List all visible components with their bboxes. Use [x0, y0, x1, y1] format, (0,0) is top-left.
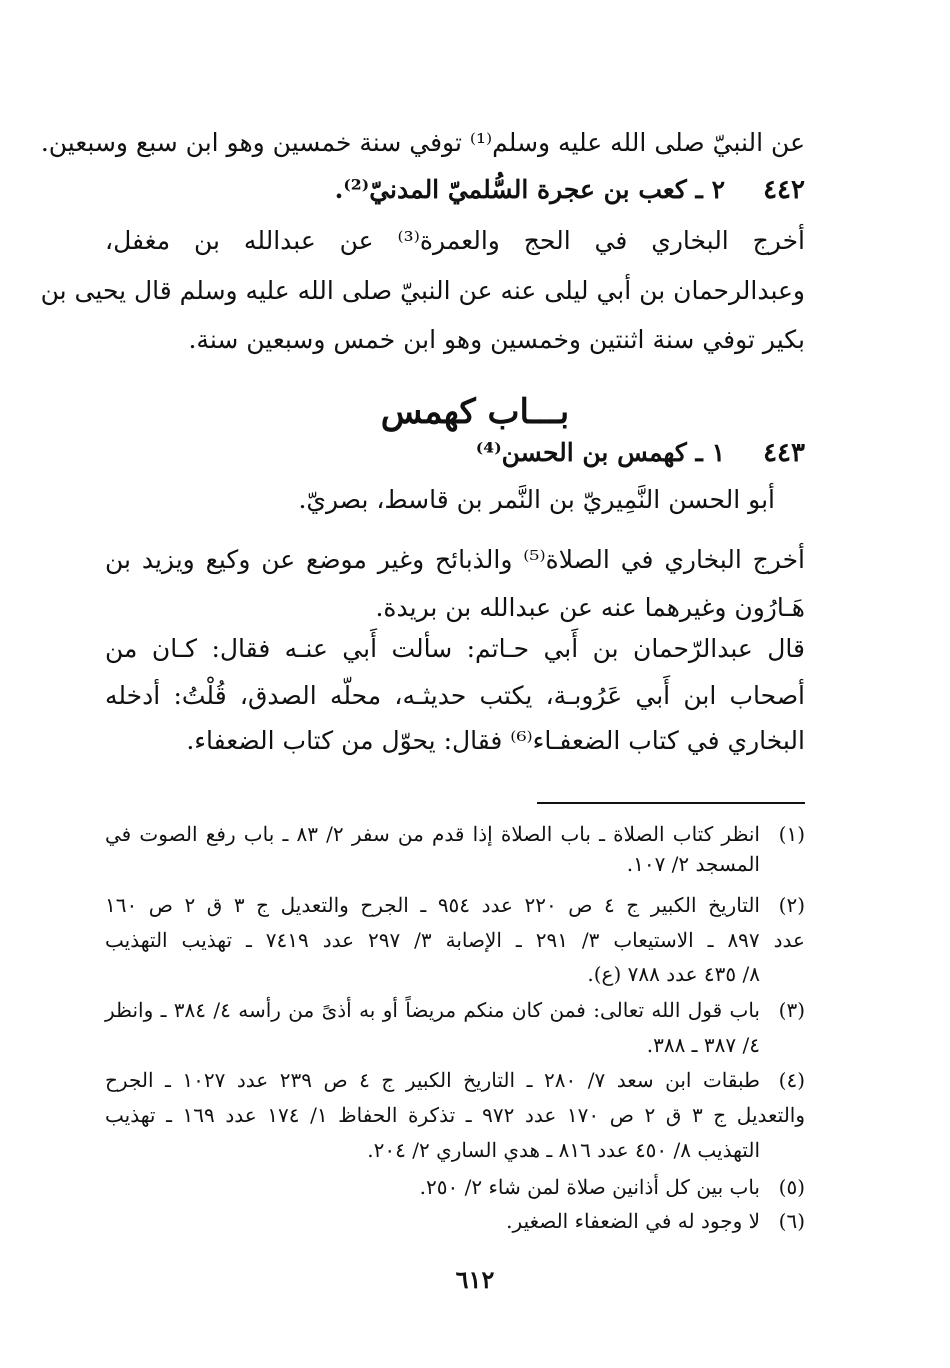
page-number: ٦١٢ — [455, 1265, 495, 1294]
footnote-number: (٦) — [778, 1209, 805, 1233]
entry-number: ٤٤٢ — [763, 175, 805, 205]
footnote-text: ٤/ ٣٨٧ ـ ٣٨٨. — [646, 1033, 760, 1057]
footnote-text: باب بين كل أذانين صلاة لمن شاء ٢/ ٢٥٠. — [419, 1175, 760, 1199]
footnote-number: (٢) — [778, 893, 805, 917]
text-line: عن النبيّ صلى الله عليه وسلم⁽¹⁾ توفي سنة خمسين وهو ابن سبع وسبعين. — [40, 128, 805, 157]
text-line: وعبدالرحمان بن أبي ليلى عنه عن النبيّ صلى الله عليه وسلم قال يحيى بن — [40, 276, 805, 305]
footnote-number: (١) — [778, 822, 805, 846]
footnote-text: التهذيب ٨/ ٤٥٠ عدد ٨١٦ ـ هدي الساري ٢/ ٢٠٤. — [367, 1138, 760, 1162]
footnote-number: (٣) — [778, 998, 805, 1022]
text-line: أصحاب ابن أَبي عَرُوبـة، يكتب حديثـه، محلّه الصدق، قُلْتُ: أدخله — [105, 681, 805, 710]
text-line: أخرج البخاري في الصلاة⁽⁵⁾ والذبائح وغير موضع عن وكيع ويزيد بن — [105, 545, 805, 574]
text-line: البخاري في كتاب الضعفـاء⁽⁶⁾ فقال: يحوّل من كتاب الضعفاء. — [186, 726, 805, 755]
footnote-text: ٨/ ٤٣٥ عدد ٧٨٨ (ع). — [587, 962, 760, 986]
footnote-number: (٥) — [778, 1175, 805, 1199]
footnote-text: التاريخ الكبير ج ٤ ص ٢٢٠ عدد ٩٥٤ ـ الجرح والتعديل ج ٣ ق ٢ ص ١٦٠ — [105, 893, 760, 917]
entry-number: ٤٤٣ — [763, 438, 805, 468]
text-line: قال عبدالرّحمان بن أَبي حـاتم: سألت أَبي عنـه فقال: كـان من — [105, 634, 805, 663]
footnote-text: المسجد ٢/ ١٠٧. — [626, 852, 760, 876]
footnote-separator — [537, 802, 805, 804]
text-line: بكير توفي سنة اثنتين وخمسين وهو ابن خمس وسبعين سنة. — [188, 325, 805, 354]
footnote-text: والتعديل ج ٣ ق ٢ ص ١٧٠ عدد ٩٧٢ ـ تذكرة الحفاظ ١/ ١٧٤ عدد ١٦٩ ـ تهذيب — [105, 1103, 806, 1127]
text-line: هَـارُون وغيرهما عنه عن عبدالله بن بريدة. — [375, 593, 805, 622]
text-line: أبو الحسن النَّمِيريّ بن النَّمر بن قاسط، بصريّ. — [298, 485, 775, 514]
entry-title: ٢ ـ كعب بن عجرة السُّلميّ المدنيّ⁽²⁾. — [334, 175, 725, 204]
section-heading: بـــاب كهمس — [380, 392, 570, 432]
entry-title: ١ ـ كهمس بن الحسن⁽⁴⁾ — [475, 438, 725, 467]
text-line: أخرج البخاري في الحج والعمرة⁽³⁾ عن عبدالله بن مغفل، — [105, 226, 805, 255]
footnote-text: باب قول الله تعالى: فمن كان منكم مريضاً أو به أذىً من رأسه ٤/ ٣٨٤ ـ وانظر — [105, 998, 761, 1022]
footnote-text: لا وجود له في الضعفاء الصغير. — [506, 1209, 760, 1233]
footnote-text: عدد ٨٩٧ ـ الاستيعاب ٣/ ٢٩١ ـ الإصابة ٣/ ٢٩٧ عدد ٧٤١٩ ـ تهذيب التهذيب — [105, 928, 805, 952]
footnote-text: طبقات ابن سعد ٧/ ٢٨٠ ـ التاريخ الكبير ج ٤ ص ٢٣٩ عدد ١٠٢٧ ـ الجرح — [105, 1068, 760, 1092]
footnote-text: انظر كتاب الصلاة ـ باب الصلاة إذا قدم من سفر ٢/ ٨٣ ـ باب رفع الصوت في — [105, 822, 760, 846]
footnote-number: (٤) — [778, 1068, 805, 1092]
